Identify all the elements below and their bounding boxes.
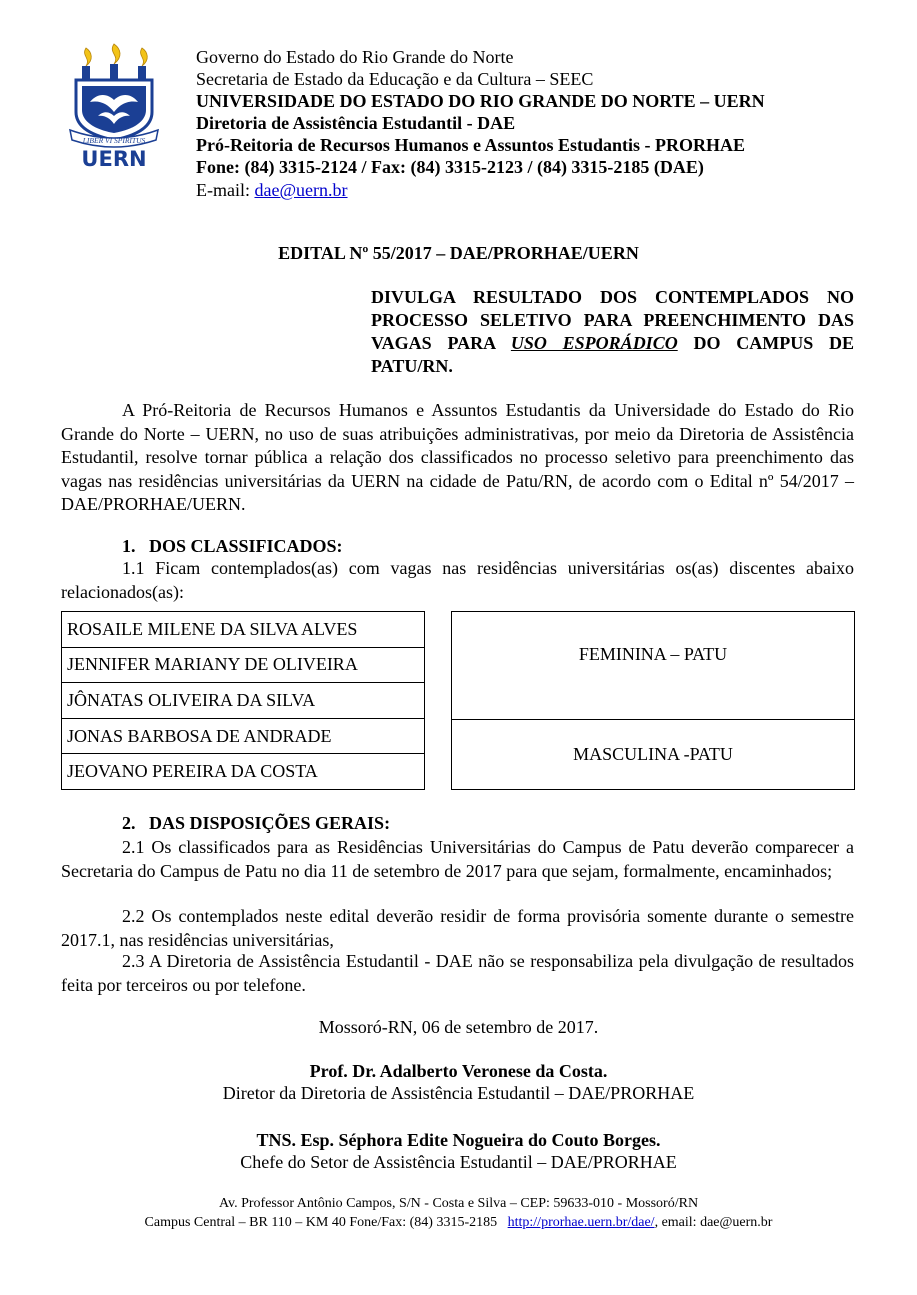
header-directorate: Diretoria de Assistência Estudantil - DAE (196, 113, 516, 133)
student-name: JONAS BARBOSA DE ANDRADE (62, 718, 425, 754)
table-row (62, 647, 425, 683)
student-name: ROSAILE MILENE DA SILVA ALVES (62, 612, 425, 648)
footer-address: Av. Professor Antônio Campos, S/N - Costa e Silva – CEP: 59633-010 - Mossoró/RN (218, 1196, 699, 1211)
table-row (62, 718, 425, 754)
section-1-text: 1.1 Ficam contemplados(as) com vagas nas residências universitárias os(as) discentes abaixo relacionados(as): (61, 558, 854, 602)
classified-table (61, 611, 425, 790)
ementa-underlined: USO ESPORÁDICO (510, 333, 678, 353)
signature-2-name: TNS. Esp. Séphora Edite Nogueira do Couto Borges. (256, 1130, 661, 1150)
header-phones: Fone: (84) 3315-2124 / Fax: (84) 3315-2123 / (84) 3315-2185 (DAE) (196, 157, 704, 177)
header-government: Governo do Estado do Rio Grande do Norte (196, 47, 514, 67)
ementa: DIVULGA RESULTADO DOS CONTEMPLADOS NO PROCESSO SELETIVO PARA PREENCHIMENTO DAS VAGAS PARA USO ESPORÁDICO DO CAMPUS DE PATU/RN. (371, 287, 854, 376)
section-2-item-2: 2.2 Os contemplados neste edital deverão residir de forma provisória somente durante o semestre 2017.1, nas residências universitárias, (61, 906, 854, 950)
student-name: JÔNATAS OLIVEIRA DA SILVA (62, 683, 425, 719)
svg-text:LIBER VI SPIRITUS: LIBER VI SPIRITUS (82, 136, 146, 145)
category-female: FEMININA – PATU (451, 611, 855, 720)
section-2-item-1: 2.1 Os classificados para as Residências Universitárias do Campus de Patu deverão comparecer a Secretaria do Campus de Patu no dia 11 de setembro de 2017 para que sejam, formalmente, encaminhados; (61, 837, 854, 881)
signature-1-role: Diretor da Diretoria de Assistência Estudantil – DAE/PRORHAE (222, 1083, 695, 1103)
section-2-item-3: 2.3 A Diretoria de Assistência Estudantil - DAE não se responsabiliza pela divulgação de resultados feita por terceiros ou por telefone. (61, 951, 854, 995)
signature-1-name: Prof. Dr. Adalberto Veronese da Costa. (309, 1061, 608, 1081)
section-1-title: 1. DOS CLASSIFICADOS: (122, 536, 343, 556)
signature-2-role: Chefe do Setor de Assistência Estudantil – DAE/PRORHAE (240, 1152, 677, 1172)
website-link[interactable]: http://prorhae.uern.br/dae/ (507, 1215, 655, 1230)
shield-icon (76, 80, 152, 140)
section-2-title: 2. DAS DISPOSIÇÕES GERAIS: (122, 813, 391, 833)
table-row (62, 754, 425, 790)
header-email (196, 179, 348, 201)
svg-text:UERN: UERN (81, 147, 147, 170)
table-row (62, 683, 425, 719)
category-male: MASCULINA -PATU (451, 719, 855, 790)
footer-contact: Campus Central – BR 110 – KM 40 Fone/Fax: (84) 3315-2185 http://prorhae.uern.br/dae/, email: dae@uern.br (144, 1215, 773, 1230)
email-link[interactable]: dae@uern.br (254, 180, 348, 200)
email-label: E-mail: (196, 180, 255, 200)
header-pro-rectorate: Pró-Reitoria de Recursos Humanos e Assuntos Estudantis - PRORHAE (196, 135, 746, 155)
header-secretariat: Secretaria de Estado da Educação e da Cultura – SEEC (196, 69, 594, 89)
uern-logo (64, 42, 164, 170)
student-name: JEOVANO PEREIRA DA COSTA (62, 754, 425, 790)
table-row (62, 612, 425, 648)
date-place: Mossoró-RN, 06 de setembro de 2017. (318, 1017, 599, 1037)
edital-title: EDITAL Nº 55/2017 – DAE/PRORHAE/UERN (278, 243, 639, 263)
student-name: JENNIFER MARIANY DE OLIVEIRA (62, 647, 425, 683)
header-university: UNIVERSIDADE DO ESTADO DO RIO GRANDE DO NORTE – UERN (196, 91, 765, 111)
torch-icon (82, 44, 147, 80)
intro-paragraph: A Pró-Reitoria de Recursos Humanos e Assuntos Estudantis da Universidade do Estado do Rio Grande do Norte – UERN, no uso de suas atribuições administrativas, por meio da Diretoria de Assistência Estudantil, resolve tornar pública a relação dos classificados no processo seletivo para preenchimento das vagas nas residências universitárias da UERN na cidade de Patu/RN, de acordo com o Edital nº 54/2017 – DAE/PRORHAE/UERN. (61, 400, 854, 514)
